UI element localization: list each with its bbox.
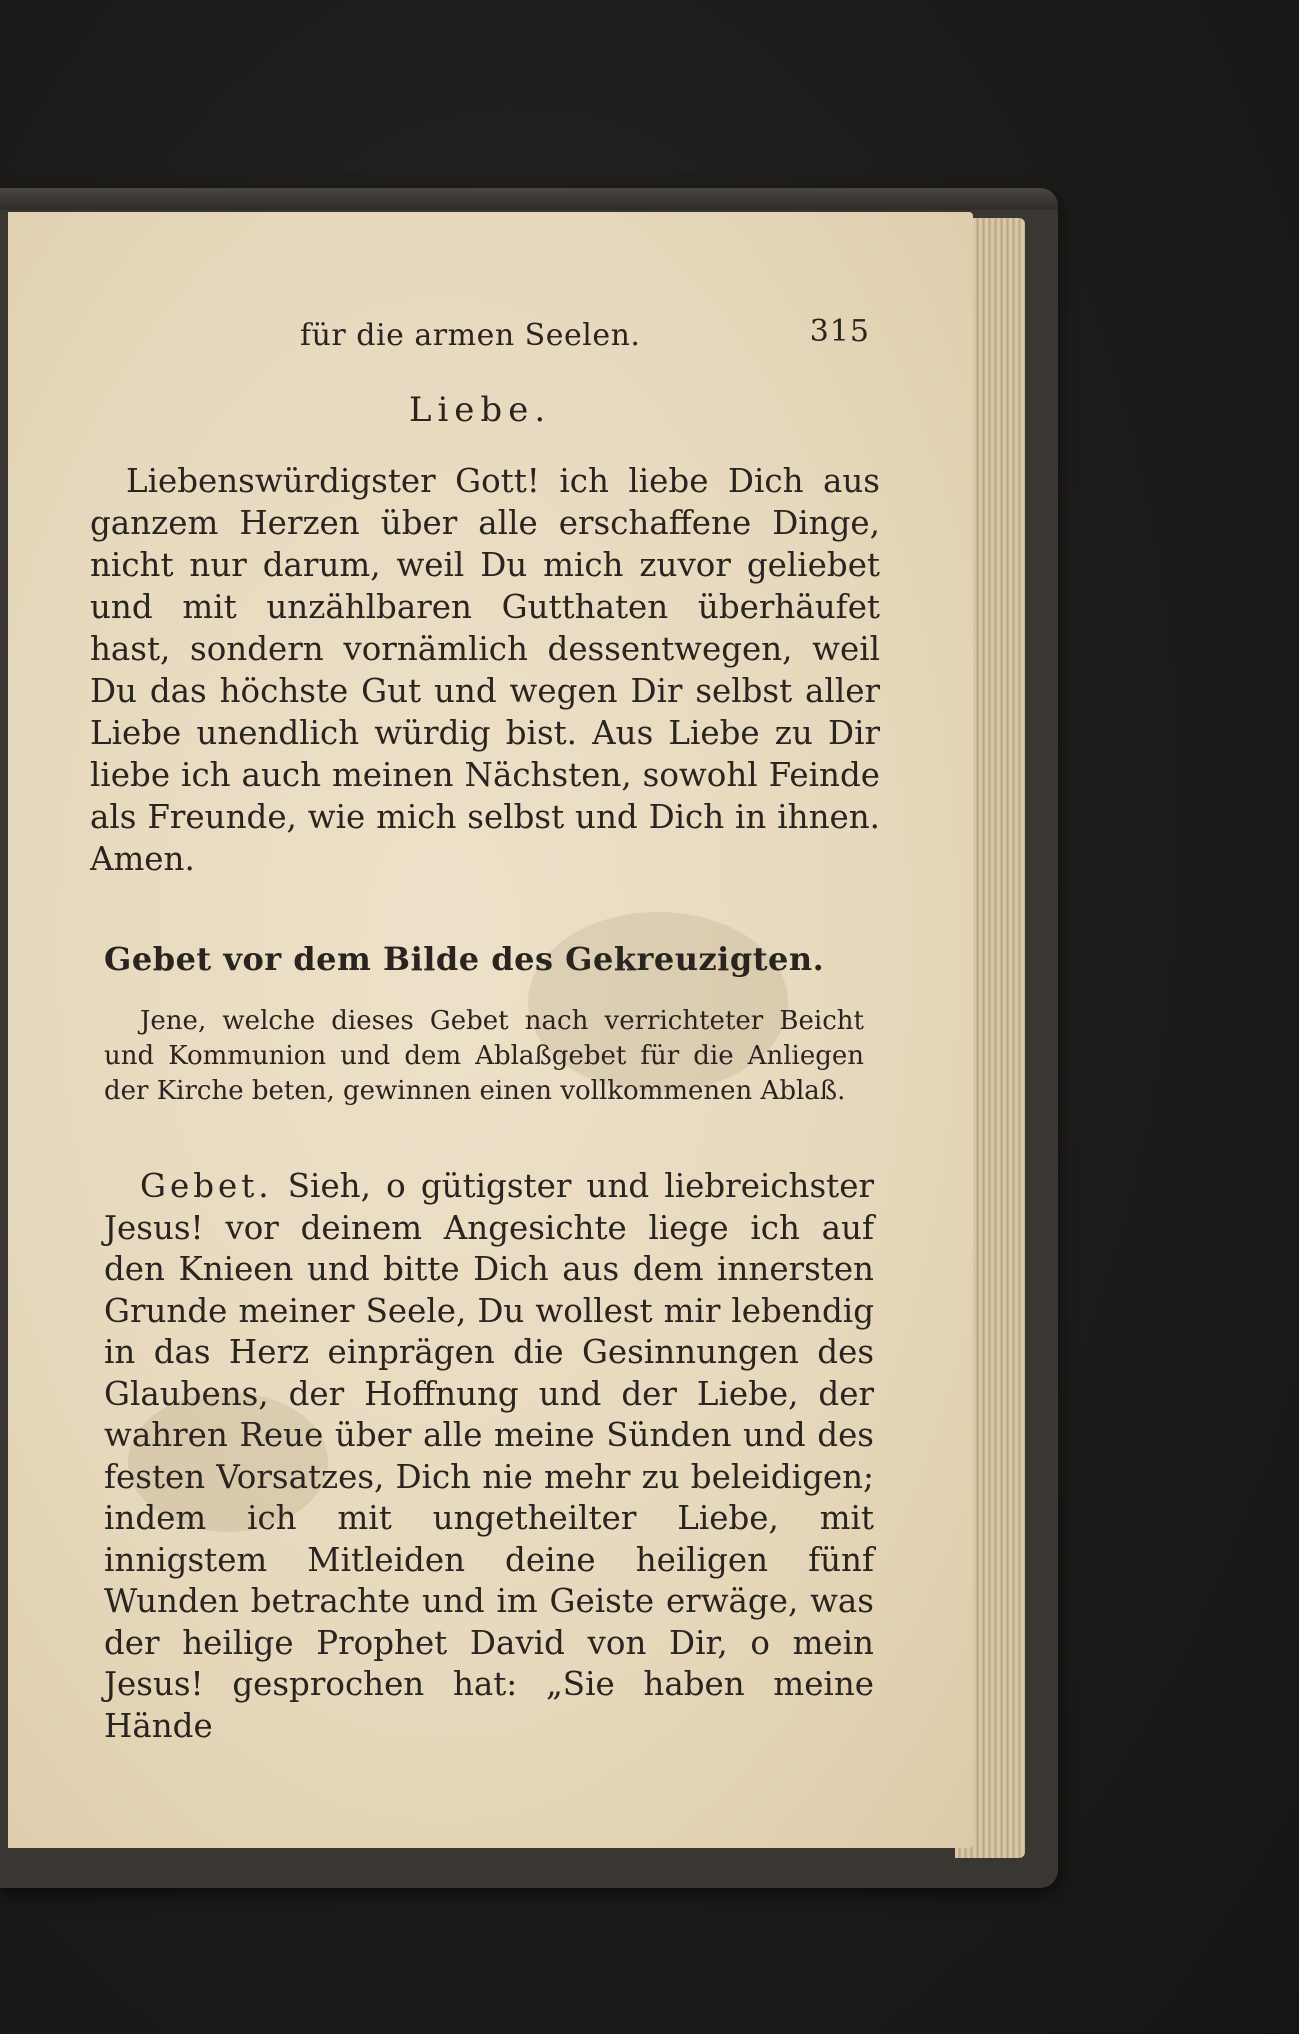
running-title: für die armen Seelen. [300, 318, 641, 353]
book-page [8, 212, 973, 1848]
section-heading: Liebe. [408, 390, 552, 430]
prayer-label: Gebet. [140, 1167, 273, 1205]
page-number: 315 [809, 314, 870, 349]
paragraph-prayer-text [104, 1166, 874, 1747]
indulgence-note: Jene, welche dieses Gebet nach verrichteter Beicht und Kommunion und dem Ablaßgebet für die Anliegen der Kirche beten, gewinnen einen vollkommenen Ablaß. [104, 1006, 864, 1106]
prayer-body: Sieh, o gütigster und liebreichster Jesus! vor deinem Angesichte liege ich auf den Knieen und bitte Dich aus dem innersten Grunde meiner Seele, Du wollest mir lebendig in das Herz einprägen die Gesinnungen des Glaubens, der Hoffnung und der Liebe, der wahren Reue über alle meine Sünden und des festen Vorsatzes, Dich nie mehr zu beleidigen; indem ich mit ungetheilter Liebe, mit innigstem Mitleiden deine heiligen fünf Wunden betrachte und im Geiste erwäge, was der heilige Prophet David von Dir, o mein Jesus! gesprochen hat: „Sie haben meine Hände [104, 1167, 874, 1745]
prayer-heading: Gebet vor dem Bilde des Gekreuzigten. [104, 940, 825, 978]
book-cover-top-edge [0, 188, 1058, 210]
running-header [90, 312, 870, 356]
paragraph-love-prayer: Liebenswürdigster Gott! ich liebe Dich aus ganzem Herzen über alle erschaffene Dinge, nicht nur darum, weil Du mich zuvor geliebet und mit unzählbaren Gutthaten überhäufet hast, sondern vornämlich dessentwegen, weil Du das höchste Gut und wegen Dir selbst aller Liebe unendlich würdig bist. Aus Liebe zu Dir liebe ich auch meinen Nächsten, sowohl Feinde als Freunde, wie mich selbst und Dich in ihnen. Amen. [90, 462, 880, 878]
